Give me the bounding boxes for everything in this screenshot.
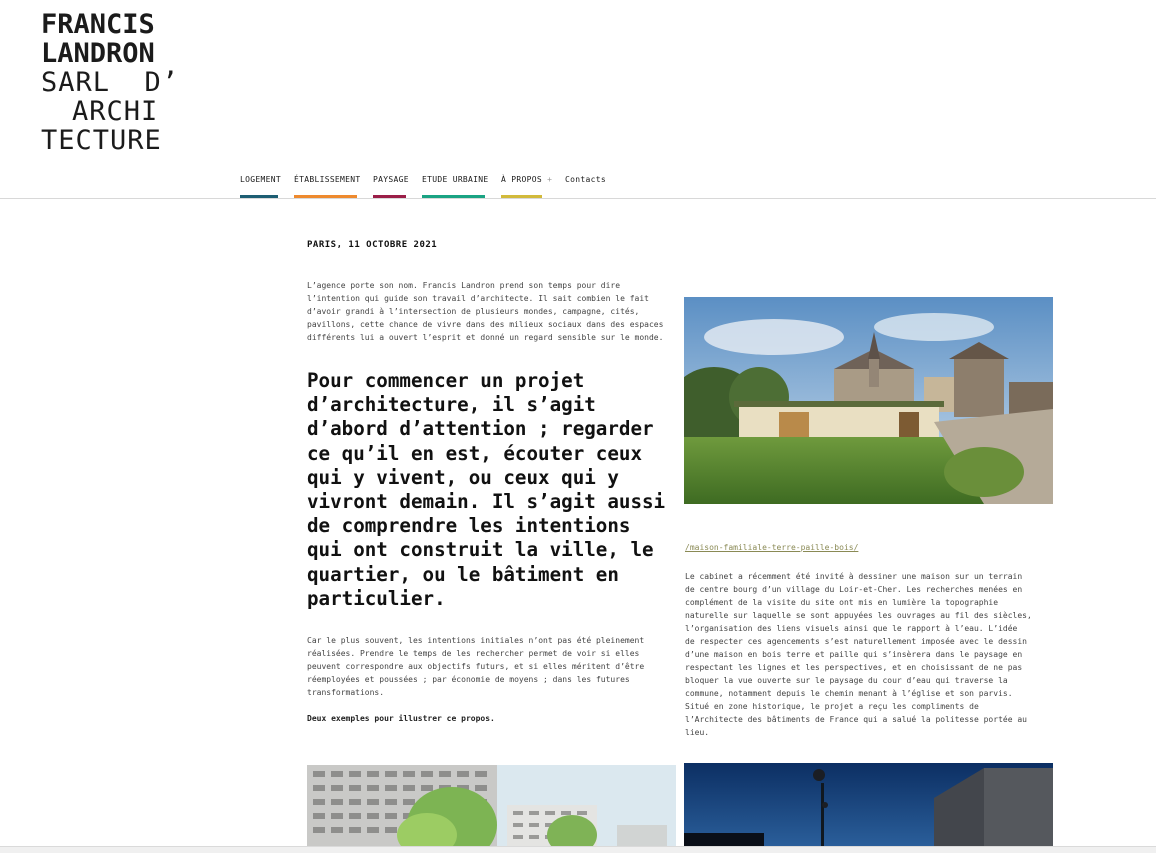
logo-line-1: FRANCIS [41,9,155,40]
para-line: Car le plus souvent, les intentions initiales n’ont pas été pleinement [307,636,645,645]
para-line: transformations. [307,688,385,697]
intro-line: d’avoir grandi à l’intersection de plusieurs mondes, campagne, cités, [307,307,640,316]
intro-line: l’intention qui guide son travail d’architecte. Il sait combien le fait [307,294,649,303]
quote-line: Pour commencer un projet [307,369,585,392]
intro-paragraph [307,279,667,344]
logo-line-3: SARL D’ [41,67,180,98]
nav-item-logement[interactable]: LOGEMENT [240,175,281,184]
quote-line: vivront demain. Il s’agit aussi [307,490,666,514]
quote-line: d’abord d’attention ; regarder [307,417,654,441]
intro-line: pavillons, cette chance de vivre dans des milieux sociaux dans des espaces [307,320,664,329]
para-line: l’Architecte des bâtiments de France qui a salué la politesse portée au [685,715,1027,724]
nav-item-etablissement[interactable]: ÉTABLISSEMENT [294,175,361,184]
para-line: complément de la visite du site ont mis en lumière la topographie [685,598,999,607]
para-line: d’une maison en bois terre et paille qui s’insèrera dans le paysage en [685,650,1023,659]
header-divider [0,198,1156,199]
quote-line: qui y vivent, ou ceux qui y [307,465,619,489]
quote-line: ce qu’il en est, écouter ceux [307,441,643,465]
para-line: naturelle sur laquelle se sont appuyées les ouvrages au fil des siècles, [685,611,1032,620]
para-line: bloquer la vue ouverte sur le paysage du cour d’eau qui traverse la [685,676,1008,685]
intro-line: différents lui a ouvert l’esprit et donné un regard sensible sur le monde. [307,333,664,342]
para-line: l’organisation des liens visuels ainsi que le rapport à l’eau. L’idée [685,624,1018,633]
examples-heading: Deux exemples pour illustrer ce propos. [307,714,495,723]
para-line: commune, notamment depuis le chemin menant à l’église et son parvis. [685,689,1013,698]
para-line: lieu. [685,728,710,737]
house-rendering-image [684,297,1053,504]
nav-item-etude-urbaine[interactable]: ETUDE URBAINE [422,175,489,184]
project-link[interactable]: /maison-familiale-terre-paille-bois/ [685,543,859,552]
quote-line: d’architecture, il s’agit [307,393,596,417]
quote-line: particulier. [307,586,446,610]
street-night-image [684,763,1053,846]
para-line: Le cabinet a récemment été invité à dessiner une maison sur un terrain [685,572,1023,581]
nav-item-a-propos-label: À PROPOS [501,175,542,184]
nav-item-contacts[interactable]: Contacts [565,175,606,184]
quote-line: qui ont construit la ville, le [307,538,654,562]
nav-item-a-propos[interactable] [501,175,552,184]
intro-line: L’agence porte son nom. Francis Landron prend son temps pour dire [307,281,621,290]
nav-item-paysage[interactable]: PAYSAGE [373,175,409,184]
para-line: peuvent correspondre aux objectifs futurs, et si elles méritent d’être [307,662,645,671]
para-line: de centre bourg d’un village du Loir-et-Cher. Les recherches menées en [685,585,1023,594]
towers-rendering-image [307,765,676,846]
quote-line: quartier, ou le bâtiment en [307,562,619,586]
para-line: de respecter ces agencements s’est naturellement imposée avec le dessin [685,637,1027,646]
article-date: PARIS, 11 OCTOBRE 2021 [307,240,438,250]
para-line: Situé en zone historique, le projet a reçu les compliments de [685,702,979,711]
paragraph-intentions [307,634,667,699]
para-line: réalisées. Prendre le temps de les rechercher permet de voir si elles [307,649,640,658]
para-line: réemployées et poussées ; par économie de moyens ; dans les futures [307,675,630,684]
logo-line-5: TECTURE [41,125,162,156]
logo-line-4: ARCHI [72,96,159,127]
para-line: respectant les lignes et les perspectives, et en choisissant de ne pas [685,663,1023,672]
paragraph-project [685,570,1055,739]
quote-line: de comprendre les intentions [307,514,631,538]
plus-icon: + [547,175,553,184]
site-logo[interactable] [41,10,179,155]
pull-quote [307,369,667,611]
logo-line-2: LANDRON [41,38,155,69]
